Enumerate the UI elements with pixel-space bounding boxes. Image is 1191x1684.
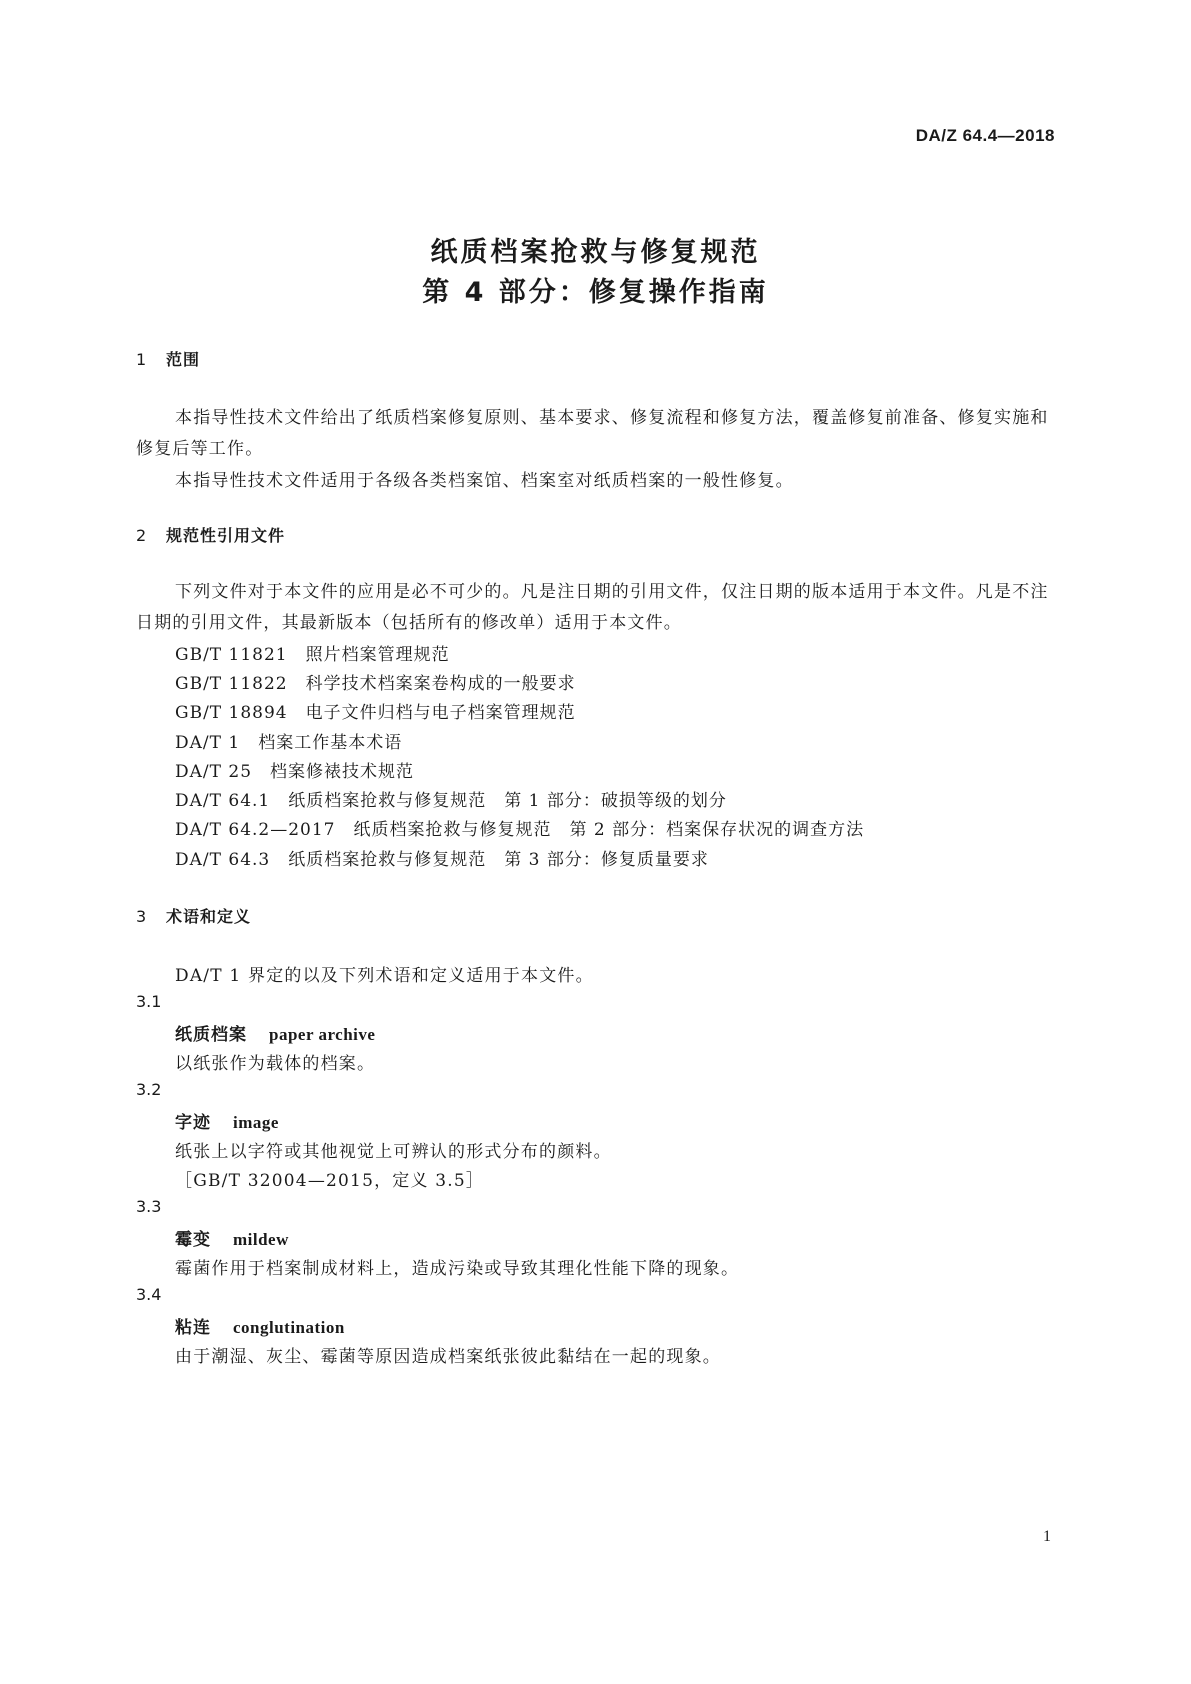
term-number: 3.1 (136, 992, 162, 1011)
reference-code: DA/T 64.2—2017 (175, 820, 336, 840)
reference-title: 照片档案管理规范 (305, 645, 450, 665)
section-number: 1 (136, 350, 148, 369)
section-title: 范围 (166, 350, 201, 369)
reference-part: 第 1 部分：破损等级的划分 (504, 791, 727, 811)
reference-item (175, 669, 576, 694)
reference-title: 电子文件归档与电子档案管理规范 (305, 703, 576, 723)
term-definition: 以纸张作为载体的档案。 (175, 1054, 376, 1074)
term-definition: 纸张上以字符或其他视觉上可辨认的形式分布的颜料。 (175, 1142, 612, 1162)
section-3-heading (136, 904, 251, 927)
section-number: 3 (136, 907, 148, 926)
document-title: 纸质档案抢救与修复规范 (430, 237, 761, 268)
reference-item (175, 757, 414, 782)
reference-code: DA/T 64.1 (175, 791, 271, 811)
references-intro: 下列文件对于本文件的应用是必不可少的。凡是注日期的引用文件，仅注日期的版本适用于本文件。凡是不注日期的引用文件，其最新版本（包括所有的修改单）适用于本文件。 (136, 582, 1049, 633)
reference-title: 纸质档案抢救与修复规范 (288, 850, 487, 870)
reference-item (175, 786, 727, 811)
reference-item (175, 640, 450, 665)
reference-title: 档案工作基本术语 (258, 733, 403, 753)
term-zh: 字迹 (175, 1113, 211, 1133)
reference-code: DA/T 64.3 (175, 850, 271, 870)
term-heading (175, 1020, 375, 1045)
section-title: 术语和定义 (166, 907, 252, 926)
term-zh: 纸质档案 (175, 1025, 247, 1045)
reference-item (175, 698, 576, 723)
reference-code: DA/T 25 (175, 762, 253, 782)
reference-title: 纸质档案抢救与修复规范 (353, 820, 552, 840)
term-source: ［GB/T 32004—2015，定义 3.5］ (175, 1171, 485, 1191)
reference-part: 第 3 部分：修复质量要求 (504, 850, 709, 870)
reference-item (175, 815, 864, 840)
reference-code: GB/T 18894 (175, 703, 288, 723)
scope-paragraph-1: 本指导性技术文件给出了纸质档案修复原则、基本要求、修复流程和修复方法，覆盖修复前准备、修复实施和修复后等工作。 (136, 408, 1049, 459)
term-en: conglutination (233, 1318, 345, 1337)
section-title: 规范性引用文件 (166, 526, 286, 545)
reference-part: 第 2 部分：档案保存状况的调查方法 (569, 820, 865, 840)
document-code: DA/Z 64.4—2018 (915, 126, 1055, 145)
reference-item (175, 728, 402, 753)
term-definition: 霉菌作用于档案制成材料上，造成污染或导致其理化性能下降的现象。 (175, 1259, 740, 1279)
term-number: 3.4 (136, 1285, 162, 1304)
term-heading (175, 1225, 289, 1250)
reference-code: GB/T 11822 (175, 674, 288, 694)
term-definition: 由于潮湿、灰尘、霉菌等原因造成档案纸张彼此黏结在一起的现象。 (175, 1347, 721, 1367)
reference-code: DA/T 1 (175, 733, 241, 753)
scope-paragraph-2: 本指导性技术文件适用于各级各类档案馆、档案室对纸质档案的一般性修复。 (175, 471, 794, 491)
reference-title: 档案修裱技术规范 (270, 762, 415, 782)
term-zh: 粘连 (175, 1318, 211, 1338)
term-number: 3.2 (136, 1080, 162, 1099)
reference-title: 纸质档案抢救与修复规范 (288, 791, 487, 811)
terms-intro: DA/T 1 界定的以及下列术语和定义适用于本文件。 (175, 966, 594, 986)
term-en: paper archive (269, 1025, 376, 1044)
term-number: 3.3 (136, 1197, 162, 1216)
term-zh: 霉变 (175, 1230, 211, 1250)
document-subtitle: 第 4 部分：修复操作指南 (422, 277, 769, 308)
term-heading (175, 1108, 279, 1133)
reference-title: 科学技术档案案卷构成的一般要求 (305, 674, 576, 694)
term-en: mildew (233, 1230, 289, 1249)
page-number: 1 (1043, 1528, 1051, 1545)
reference-item (175, 845, 709, 870)
term-heading (175, 1313, 345, 1338)
section-1-heading (136, 347, 200, 370)
section-2-heading (136, 523, 285, 546)
reference-code: GB/T 11821 (175, 645, 288, 665)
section-number: 2 (136, 526, 148, 545)
term-en: image (233, 1113, 279, 1132)
